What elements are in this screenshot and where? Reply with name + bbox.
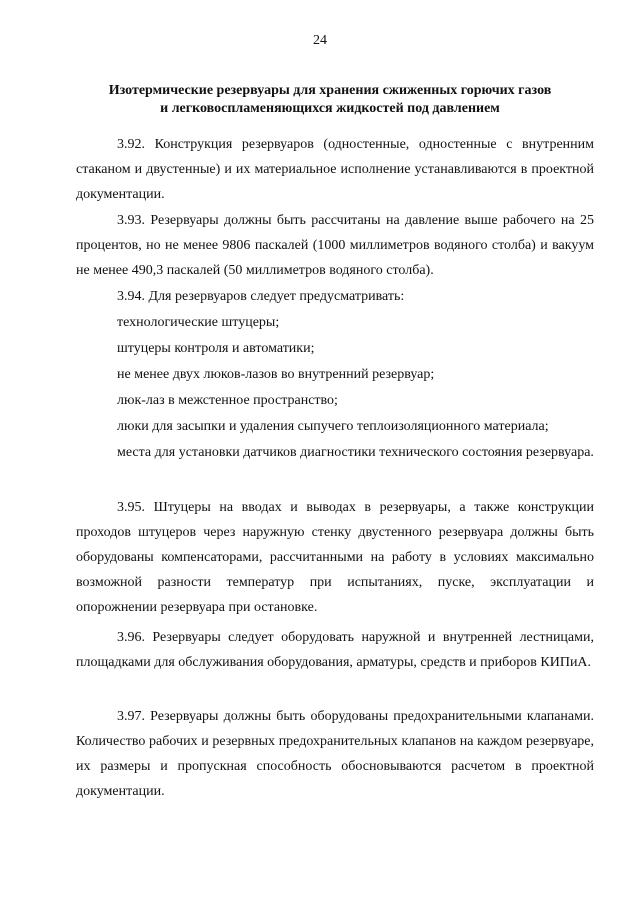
paragraph-3-96: 3.96. Резервуары следует оборудовать наружной и внутренней лестницами, площадками для обслуживания оборудования, арматуры, средств и приборов КИПиА. bbox=[76, 630, 594, 670]
paragraph-3-94: 3.94. Для резервуаров следует предусматривать: bbox=[117, 289, 405, 304]
section-heading-line-2: и легковоспламеняющихся жидкостей под давлением bbox=[160, 101, 500, 116]
paragraph-3-93: 3.93. Резервуары должны быть рассчитаны на давление выше рабочего на 25 процентов, но не менее 9806 паскалей (1000 миллиметров водяного столба) и вакуум не менее 490,3 паскалей (50 миллиметров водяного столба). bbox=[76, 213, 594, 278]
paragraph-3-92: 3.92. Конструкция резервуаров (одностенные, одностенные с внутренним стаканом и двустенные) и их материальное исполнение устанавливаются в проектной документации. bbox=[76, 137, 594, 202]
list-item: штуцеры контроля и автоматики; bbox=[117, 341, 315, 356]
list-item: технологические штуцеры; bbox=[117, 315, 280, 330]
page-number: 24 bbox=[313, 33, 327, 48]
paragraph-3-97: 3.97. Резервуары должны быть оборудованы предохранительными клапанами. Количество рабочих и резервных предохранительных клапанов на каждом резервуаре, их размеры и пропускная способность обосновываются расчетом в проектной документации. bbox=[76, 709, 594, 799]
list-item: люк-лаз в межстенное пространство; bbox=[117, 393, 338, 408]
list-item: не менее двух люков-лазов во внутренний резервуар; bbox=[117, 367, 435, 382]
paragraph-3-95: 3.95. Штуцеры на вводах и выводах в резервуары, а также конструкции проходов штуцеров через наружную стенку двустенного резервуара должны быть оборудованы компенсаторами, рассчитанными на работу в условиях максимально возможной разности температур при испытаниях, пуске, эксплуатации и опорожнении резервуара при остановке. bbox=[76, 500, 594, 615]
list-item: места для установки датчиков диагностики технического состояния резервуара. bbox=[117, 445, 594, 460]
section-heading-line-1: Изотермические резервуары для хранения сжиженных горючих газов bbox=[108, 83, 552, 98]
section-heading bbox=[60, 82, 600, 118]
list-item: люки для засыпки и удаления сыпучего теплоизоляционного материала; bbox=[117, 419, 549, 434]
